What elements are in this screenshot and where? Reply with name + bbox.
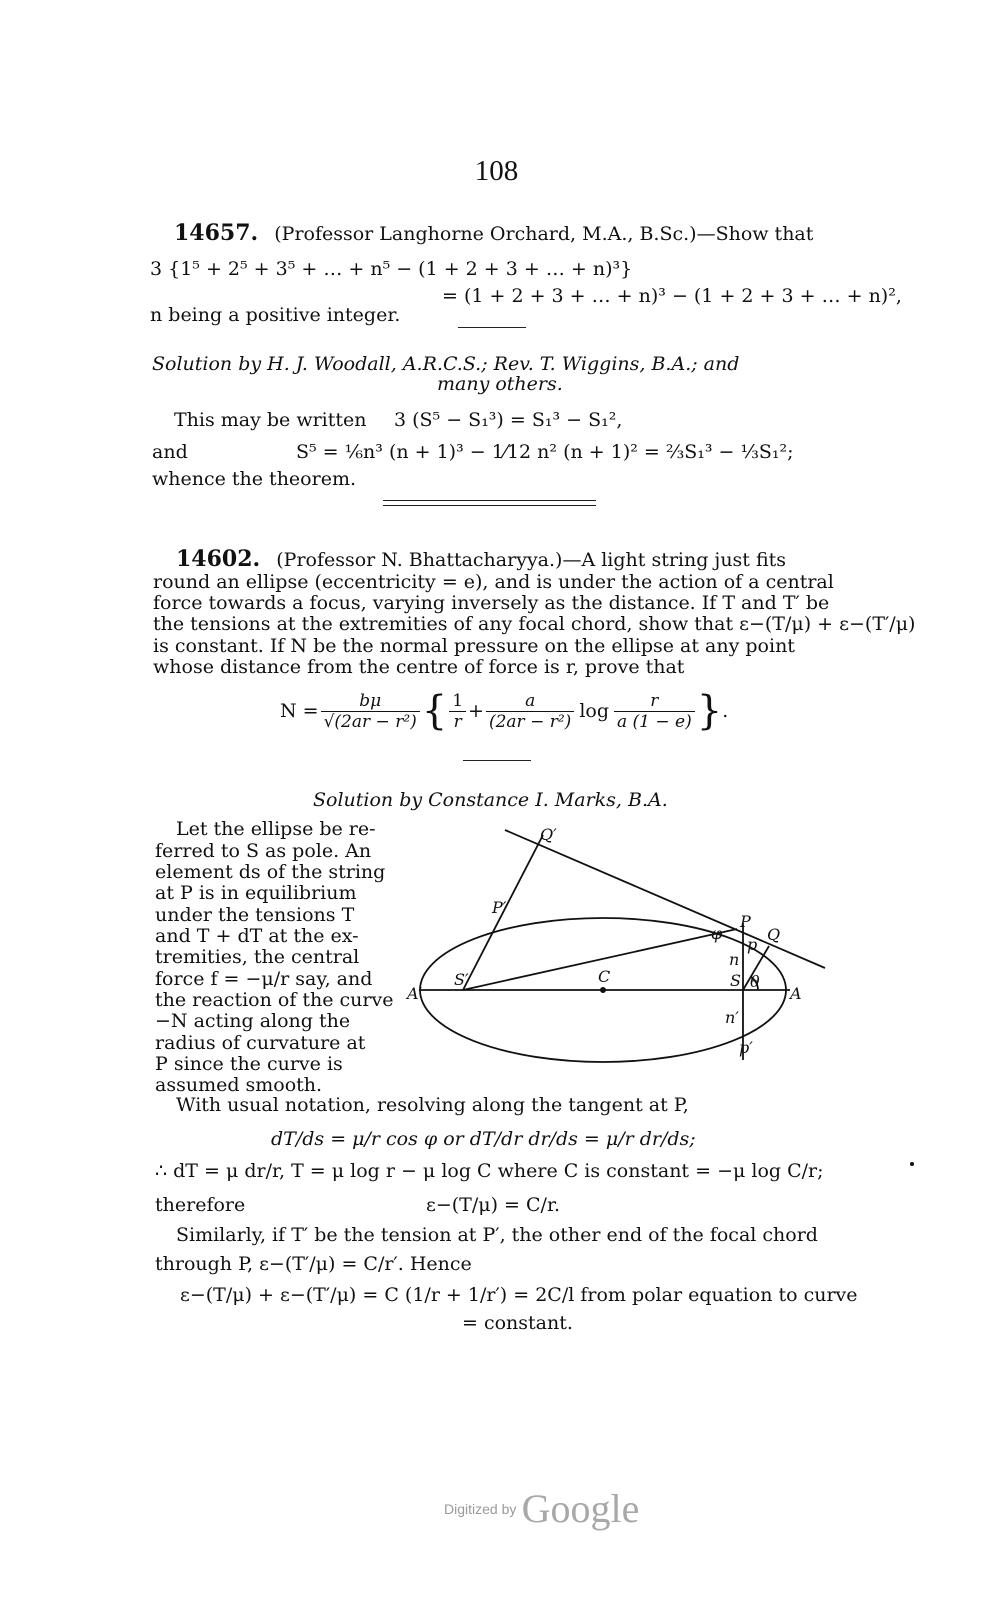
question-number: 14602. [176,546,261,572]
solution-line: Similarly, if T′ be the tension at P′, the other end of the focal chord [176,1224,818,1246]
solution-conclusion: whence the theorem. [152,468,356,490]
formula-lhs: N = [280,700,319,722]
left-brace: { [421,688,448,734]
label-p-prime: P′ [492,898,507,917]
label-q: Q [767,925,781,944]
label-c: C [598,967,611,986]
question-14657-heading [174,222,813,245]
label-q-prime: Q′ [540,825,557,844]
equation-line-1: 3 {1⁵ + 2⁵ + 3⁵ + … + n⁵ − (1 + 2 + 3 + … + n)³} [150,258,633,280]
double-rule [383,500,596,506]
solution-equation-2: S⁵ = ⅙n³ (n + 1)³ − 1⁄12 n² (n + 1)² = ⅔S₁³ − ⅓S₁²; [296,441,794,463]
question-text-line: round an ellipse (eccentricity = e), and is under the action of a central [153,571,834,593]
label-phi: φ [711,924,723,943]
question-text-line: (Professor N. Bhattacharyya.)—A light string just fits [276,549,787,571]
solution-equation-1: 3 (S⁵ − S₁³) = S₁³ − S₁², [394,409,623,431]
label-a-prime: A′ [407,984,423,1003]
solution-line: ∴ dT = μ dr/r, T = μ log r − μ log C where C is constant = −μ log C/r; [155,1160,824,1182]
solution-equation: ε−(T/μ) + ε−(T′/μ) = C (1/r + 1/r′) = 2C/l from polar equation to curve [180,1284,858,1306]
solution-col-line: ferred to S as pole. An [155,840,372,862]
label-a: A [790,984,802,1003]
question-text-line: the tensions at the extremities of any focal chord, show that ε−(T/μ) + ε−(T′/μ) [153,613,916,635]
formula-end: . [722,700,729,722]
label-p-small: p [747,935,758,954]
solution-col-line: under the tensions T [155,904,355,926]
short-rule [458,327,526,328]
condition-text: n being a positive integer. [150,304,401,326]
solution-and: and [152,441,188,463]
fraction: $\frac{r}{a (1 - e)}$ [614,691,695,732]
solution-credit-cont: many others. [437,373,563,395]
page-number: 108 [474,155,519,187]
label-s: S [730,971,741,990]
solution-col-line: the reaction of the curve [155,989,394,1011]
watermark-small: Digitized by [444,1501,517,1517]
digitized-watermark [444,1486,640,1531]
question-number: 14657. [174,220,259,246]
stray-mark [910,1162,914,1166]
centre-point [600,987,606,993]
label-p-prime-small: p′ [739,1038,753,1057]
solution-credit: Solution by H. J. Woodall, A.R.C.S.; Rev. T. Wiggins, B.A.; and [152,353,740,375]
solution-line-label: This may be written [174,409,367,431]
question-author-line: (Professor Langhorne Orchard, M.A., B.Sc.)—Show that [274,223,814,245]
label-n-prime: n′ [725,1008,739,1027]
question-text-line: force towards a focus, varying inversely as the distance. If T and T′ be [153,592,830,614]
tangent-line [505,830,825,968]
solution-col-line: assumed smooth. [155,1074,323,1096]
ellipse-diagram [395,815,835,1075]
solution-col-line: radius of curvature at [155,1032,366,1054]
solution-line: = constant. [462,1312,573,1334]
fraction: $\frac{b\mu}{\text{√(2ar − r²)}}$ [321,691,420,732]
label-s-prime: S′ [454,970,469,989]
solution-col-line: Let the ellipse be re- [176,818,376,840]
plus-sign: + [468,700,484,722]
label-p: P [740,912,751,931]
solution-col-line: P since the curve is [155,1053,343,1075]
short-rule [463,760,531,761]
solution-equation: ε−(T/μ) = C/r. [426,1194,560,1216]
label-n: n [729,950,740,969]
question-text-line: whose distance from the centre of force is r, prove that [153,656,685,678]
solution-col-line: force f = −μ/r say, and [155,968,373,990]
fraction: $\frac{1}{r}$ [449,691,466,732]
solution-line: therefore [155,1194,246,1216]
question-text-line: is constant. If N be the normal pressure on the ellipse at any point [153,635,795,657]
question-14602-heading [176,548,786,571]
google-logo: Google [521,1486,640,1531]
right-brace: } [696,688,723,734]
solution-line: through P, ε−(T′/μ) = C/r′. Hence [155,1253,472,1275]
solution-col-line: at P is in equilibrium [155,882,357,904]
fraction: $\frac{a}{\text{(2ar − r²)}}$ [486,691,574,732]
solution-col-line: tremities, the central [155,946,360,968]
equation-line-2: = (1 + 2 + 3 + … + n)³ − (1 + 2 + 3 + … + n)², [442,285,902,307]
label-theta: θ [750,972,760,991]
solution-credit: Solution by Constance I. Marks, B.A. [313,789,668,811]
log-text: log [579,700,609,722]
solution-col-line: and T + dT at the ex- [155,925,359,947]
normal-pressure-formula [280,685,728,737]
solution-equation: dT/ds = μ/r cos φ or dT/dr dr/ds = μ/r dr/ds; [271,1128,696,1150]
solution-col-line: element ds of the string [155,861,386,883]
solution-line: With usual notation, resolving along the tangent at P, [176,1094,689,1116]
solution-col-line: −N acting along the [155,1010,351,1032]
